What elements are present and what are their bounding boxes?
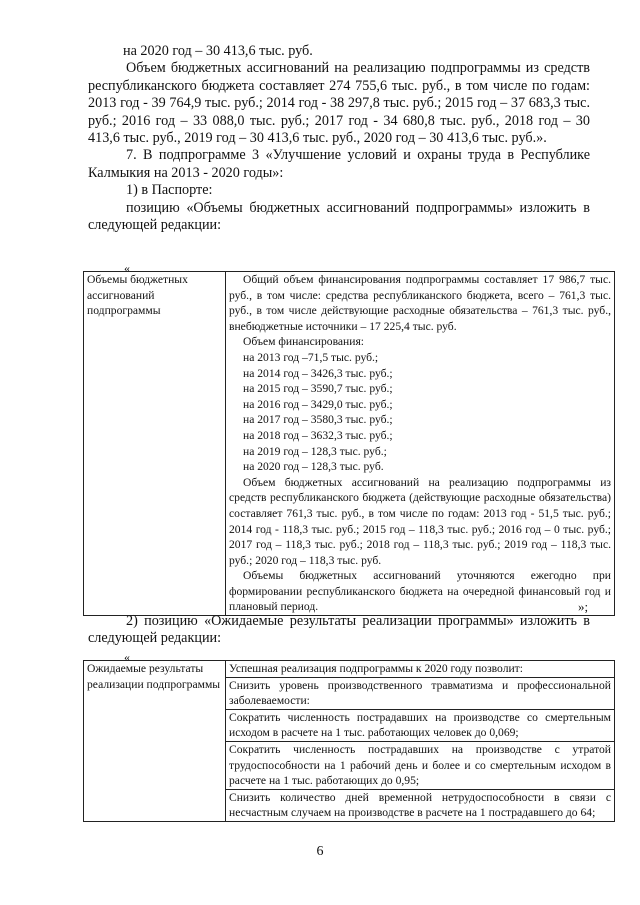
year-item: на 2015 год – 3590,7 тыс. руб.; — [243, 382, 393, 396]
year-item: на 2020 год – 128,3 тыс. руб. — [243, 460, 384, 474]
year-list — [229, 350, 611, 475]
result-row: Сократить численность пострадавших на производстве с утратой трудоспособности на 1 рабочий день и более и со смертельным исходом в расчете на 1 тыс. работающих до 0,95; — [226, 742, 614, 790]
table1-open-quote: « — [124, 261, 130, 275]
intro2-section — [88, 613, 590, 648]
year-item: на 2013 год –71,5 тыс. руб.; — [243, 350, 379, 364]
budget-table — [83, 271, 615, 616]
result-row: Успешная реализация подпрограммы к 2020 году позволит: — [226, 661, 614, 678]
result-row: Снизить уровень производственного травматизма и профессиональной заболеваемости: — [226, 678, 614, 710]
result-row: Снизить количество дней временной нетрудоспособности в связи с несчастным случаем на производстве в расчете на 1 пострадавшего до 64; — [229, 790, 611, 820]
year-item: на 2016 год – 3429,0 тыс. руб.; — [243, 397, 393, 411]
annual-refinement-paragraph: Объемы бюджетных ассигнований уточняются ежегодно при формировании республиканского бюджета на очередной финансовый год и плановый период. — [229, 569, 611, 614]
budget-table-label: Объемы бюджетных ассигнований подпрограммы — [84, 272, 226, 616]
results-table-label: Ожидаемые результаты реализации подпрограммы — [84, 661, 226, 822]
year-item: на 2017 год – 3580,3 тыс. руб.; — [243, 413, 393, 427]
results-table — [83, 660, 615, 822]
intro-budget-paragraph: Объем бюджетных ассигнований на реализацию подпрограммы из средств республиканского бюджета составляет 274 755,6 тыс. руб., в том числе по годам: 2013 год - 39 764,9 тыс. руб.; 2014 год - 38 297,8 тыс. руб.; 2015 год – 37 683,3 тыс. руб.; 2016 год – 33 088,0 тыс. руб.; 2017 год - 34 680,8 тыс. руб., 2018 год – 30 413,6 тыс. руб., 2019 год – 30 413,6 тыс. руб., 2020 год – 30 413,6 тыс. руб.». — [88, 60, 590, 147]
budget-table-content — [226, 272, 615, 616]
volume-heading: Объем финансирования: — [243, 335, 365, 349]
year-item: на 2014 год – 3426,3 тыс. руб.; — [243, 366, 393, 380]
intro-section — [88, 43, 590, 234]
passport-subitem: 1) в Паспорте: — [126, 182, 213, 199]
item-7-paragraph: 7. В подпрограмме 3 «Улучшение условий и охраны труда в Республике Калмыкия на 2013 - 2020 годы»: — [88, 147, 590, 181]
position-1-paragraph: позицию «Объемы бюджетных ассигнований подпрограммы» изложить в следующей редакции: — [88, 199, 590, 234]
intro-line-2020: на 2020 год – 30 413,6 тыс. руб. — [123, 43, 313, 59]
year-item: на 2018 год – 3632,3 тыс. руб.; — [243, 428, 393, 442]
budget-allocation-paragraph: Объем бюджетных ассигнований на реализацию подпрограммы из средств республиканского бюджета (действующие расходные обязательства) составляет 761,3 тыс. руб., в том числе по годам: 2013 год - 51,5 тыс. руб.; 2014 год - 118,3 тыс. руб.; 2015 год – 118,3 тыс. руб.; 2016 год – 0 тыс. руб.; 2017 год – 118,3 тыс. руб.; 2018 год – 118,3 тыс. руб.; 2019 год – 118,3 тыс. руб.; 2020 год – 118,3 тыс. руб. — [229, 475, 611, 567]
page-number: 6 — [316, 844, 324, 859]
results-table-content — [226, 661, 615, 822]
result-row: Сократить численность пострадавших на производстве со смертельным исходом в расчете на 1 тыс. работающих человек до 0,069; — [226, 710, 614, 742]
position-2-paragraph: 2) позицию «Ожидаемые результаты реализации программы» изложить в следующей редакции: — [88, 613, 590, 647]
total-financing: Общий объем финансирования подпрограммы составляет 17 986,7 тыс. руб., в том числе: средства республиканского бюджета, всего – 761,3 тыс. руб., в том числе действующие расходные обязательства – 761,3 тыс. руб., внебюджетные источники – 17 225,4 тыс. руб. — [229, 273, 611, 333]
table1-close-quote: »; — [578, 599, 589, 614]
year-item: на 2019 год – 128,3 тыс. руб.; — [243, 444, 387, 458]
table2-open-quote: « — [124, 650, 130, 664]
